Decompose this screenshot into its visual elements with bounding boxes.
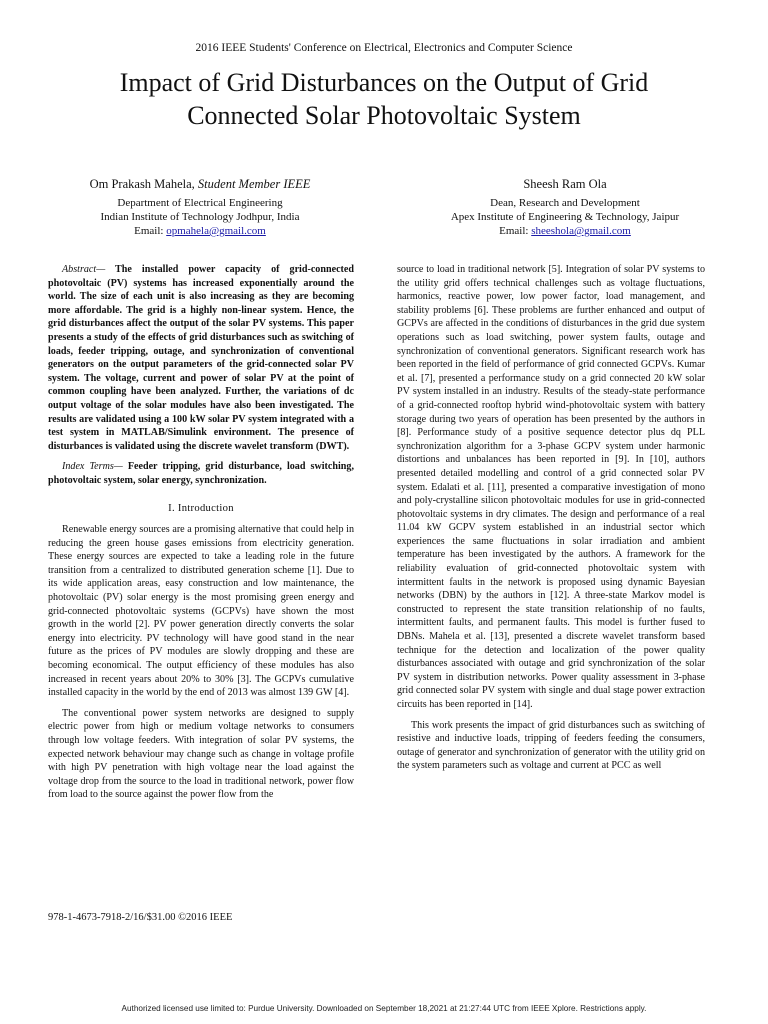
left-column	[48, 263, 354, 802]
author-block-1	[50, 177, 350, 238]
author-email-line: Email: opmahela@gmail.com	[134, 225, 266, 237]
author-department: Dean, Research and Development	[490, 197, 640, 209]
author-email-line: Email: sheeshola@gmail.com	[499, 225, 631, 237]
right-column	[397, 263, 705, 773]
section-heading-introduction: I. Introduction	[168, 502, 234, 514]
right-paragraph-2: This work presents the impact of grid disturbances such as switching of resistive and inductive loads, tripping of feeders feeding the consumers, outage of generator and synchronization of generator with the utility grid on the system parameters such as voltage and current at PCC as well	[397, 719, 705, 772]
title-line-2: Connected Solar Photovoltaic System	[187, 101, 581, 130]
abstract	[48, 263, 354, 453]
author-block-2	[410, 177, 720, 238]
license-footer: Authorized licensed use limited to: Purdue University. Downloaded on September 18,2021 at 21:27:44 UTC from IEEE Xplore. Restrictions apply.	[121, 1004, 647, 1013]
title-line-1: Impact of Grid Disturbances on the Output of Grid	[119, 68, 649, 97]
conference-header: 2016 IEEE Students' Conference on Electrical, Electronics and Computer Science	[195, 42, 573, 54]
author-email-link[interactable]: sheeshola@gmail.com	[531, 225, 631, 237]
author-affiliation: Indian Institute of Technology Jodhpur, India	[100, 211, 300, 223]
paper-title	[20, 66, 748, 132]
right-paragraph-1: source to load in traditional network [5]. Integration of solar PV systems to the utility grid offers technical challenges such as voltage fluctuations, harmonics, reactive power, low power factor, load management, and stability problems [6]. These problems are further enhanced and output of GCPVs are affected in the conditions of disturbances in the grid due system operations such as load switching, power system faults, outage and synchronization of conventional generators. Significant research work has been reported in the field of performance of grid connected GCPVs. Kumar et al. [7], presented a performance study on a grid connected 20 kW solar PV system installed in an industry. Results of the steady-state performance of a grid-connected rooftop hybrid wind-photovoltaic system with battery storage during two years of operation has been presented by the authors in [8]. Performance study of a positive sequence detector plus dq PLL synchronization algorithm for a 3-phase GCPV system under harmonic distortions and unbalances has been reported in [9]. In [10], authors presented detailed modelling and control of a grid connected solar PV system. Edalati et al. [11], presented a comparative investigation of mono and poly-crystalline silicon photovoltaic modules for use in grid-connected photovoltaic systems in dry climates. The design and performance of a real 11.04 kW GCPV system established in an industrial sector which experiences the same fluctuations in solar irradiation and ambient temperature has been investigated by the authors. A framework for the reliability evaluation of grid-connected photovoltaic system with intermittent faults in the network is proposed using dynamic Bayesian networks (DBN) by the authors in [12]. A three-state Markov model is constructed to represent the state transition relationship of no faults, intermittent faults, and permanent faults. This model is further fused to DBNs. Mahela et al. [13], presented a discrete wavelet transform based technique for the detection and localization of the power quality disturbances associated with outage and grid synchronization of the solar PV system in distribution networks. Power quality assessment in 3-phase grid connected solar PV system with single and dual stage power extraction circuits has been reported in [14].	[397, 264, 705, 710]
intro-paragraph-1: Renewable energy sources are a promising alternative that could help in reducing the green house gases emissions from electricity generation. These energy sources are expected to take a leading role in the future transition from a centralized to distributed generation scheme [1]. Due to its wide application areas, easy construction and low maintenance, the photovoltaic (PV) solar energy is the most promising green energy and grid-connected photovoltaic systems (GCPVs) have shown the most growth in the world [2]. PV power generation directly converts the solar energy into electricity. PV technology will have good stand in the near future as the prices of PV modules are slowly dropping and these are becoming economical. The output efficiency of these modules has also increased in recent years about 20% to 30% [3]. The GCPVs cumulative installed capacity in the world by the end of 2013 was almost 139 GW [4].	[48, 524, 354, 699]
copyright-notice: 978-1-4673-7918-2/16/$31.00 ©2016 IEEE	[48, 912, 233, 923]
author-name: Om Prakash Mahela, Student Member IEEE	[89, 177, 311, 191]
abstract-text: The installed power capacity of grid-connected photovoltaic (PV) systems has increased exponentially around the world. The size of each unit is also increasing as they are becoming more affordable. The grid is a highly non-linear system. Hence, the grid disturbances affect the output of the solar PV systems. This paper presents a study of the effects of grid disturbances such as switching of loads, feeder tripping, outage, and synchronization of conventional generators on the output parameters of the grid-connected solar PV system. The voltage, current and power of solar PV at the point of common coupling have been analyzed. Further, the variations of dc output voltage of the solar modules have also been investigated. The results are validated using a 100 kW solar PV system integrated with a test system in MATLAB/Simulink environment. The presence of disturbances is validated using the discrete wavelet transform (DWT).	[48, 264, 354, 452]
author-name: Sheesh Ram Ola	[523, 177, 607, 191]
index-terms-text: Feeder tripping, grid disturbance, load switching, photovoltaic system, solar energy, synchronization.	[48, 461, 354, 486]
abstract-label: Abstract—	[62, 264, 106, 275]
author-affiliation: Apex Institute of Engineering & Technology, Jaipur	[450, 211, 680, 223]
index-terms	[48, 460, 354, 487]
intro-paragraph-2: The conventional power system networks are designed to supply electric power from high or medium voltage networks to consumers through low voltage feeders. With integration of solar PV systems, the expected network behaviour may change such as change in voltage profile with high PV penetration with high voltage near the load against the voltage drop from the source to the load in traditional network, power flow from load to the source against the power flow from the	[48, 707, 354, 801]
author-email-link[interactable]: opmahela@gmail.com	[166, 225, 266, 237]
author-department: Department of Electrical Engineering	[117, 197, 283, 209]
index-terms-label: Index Terms—	[62, 461, 123, 473]
